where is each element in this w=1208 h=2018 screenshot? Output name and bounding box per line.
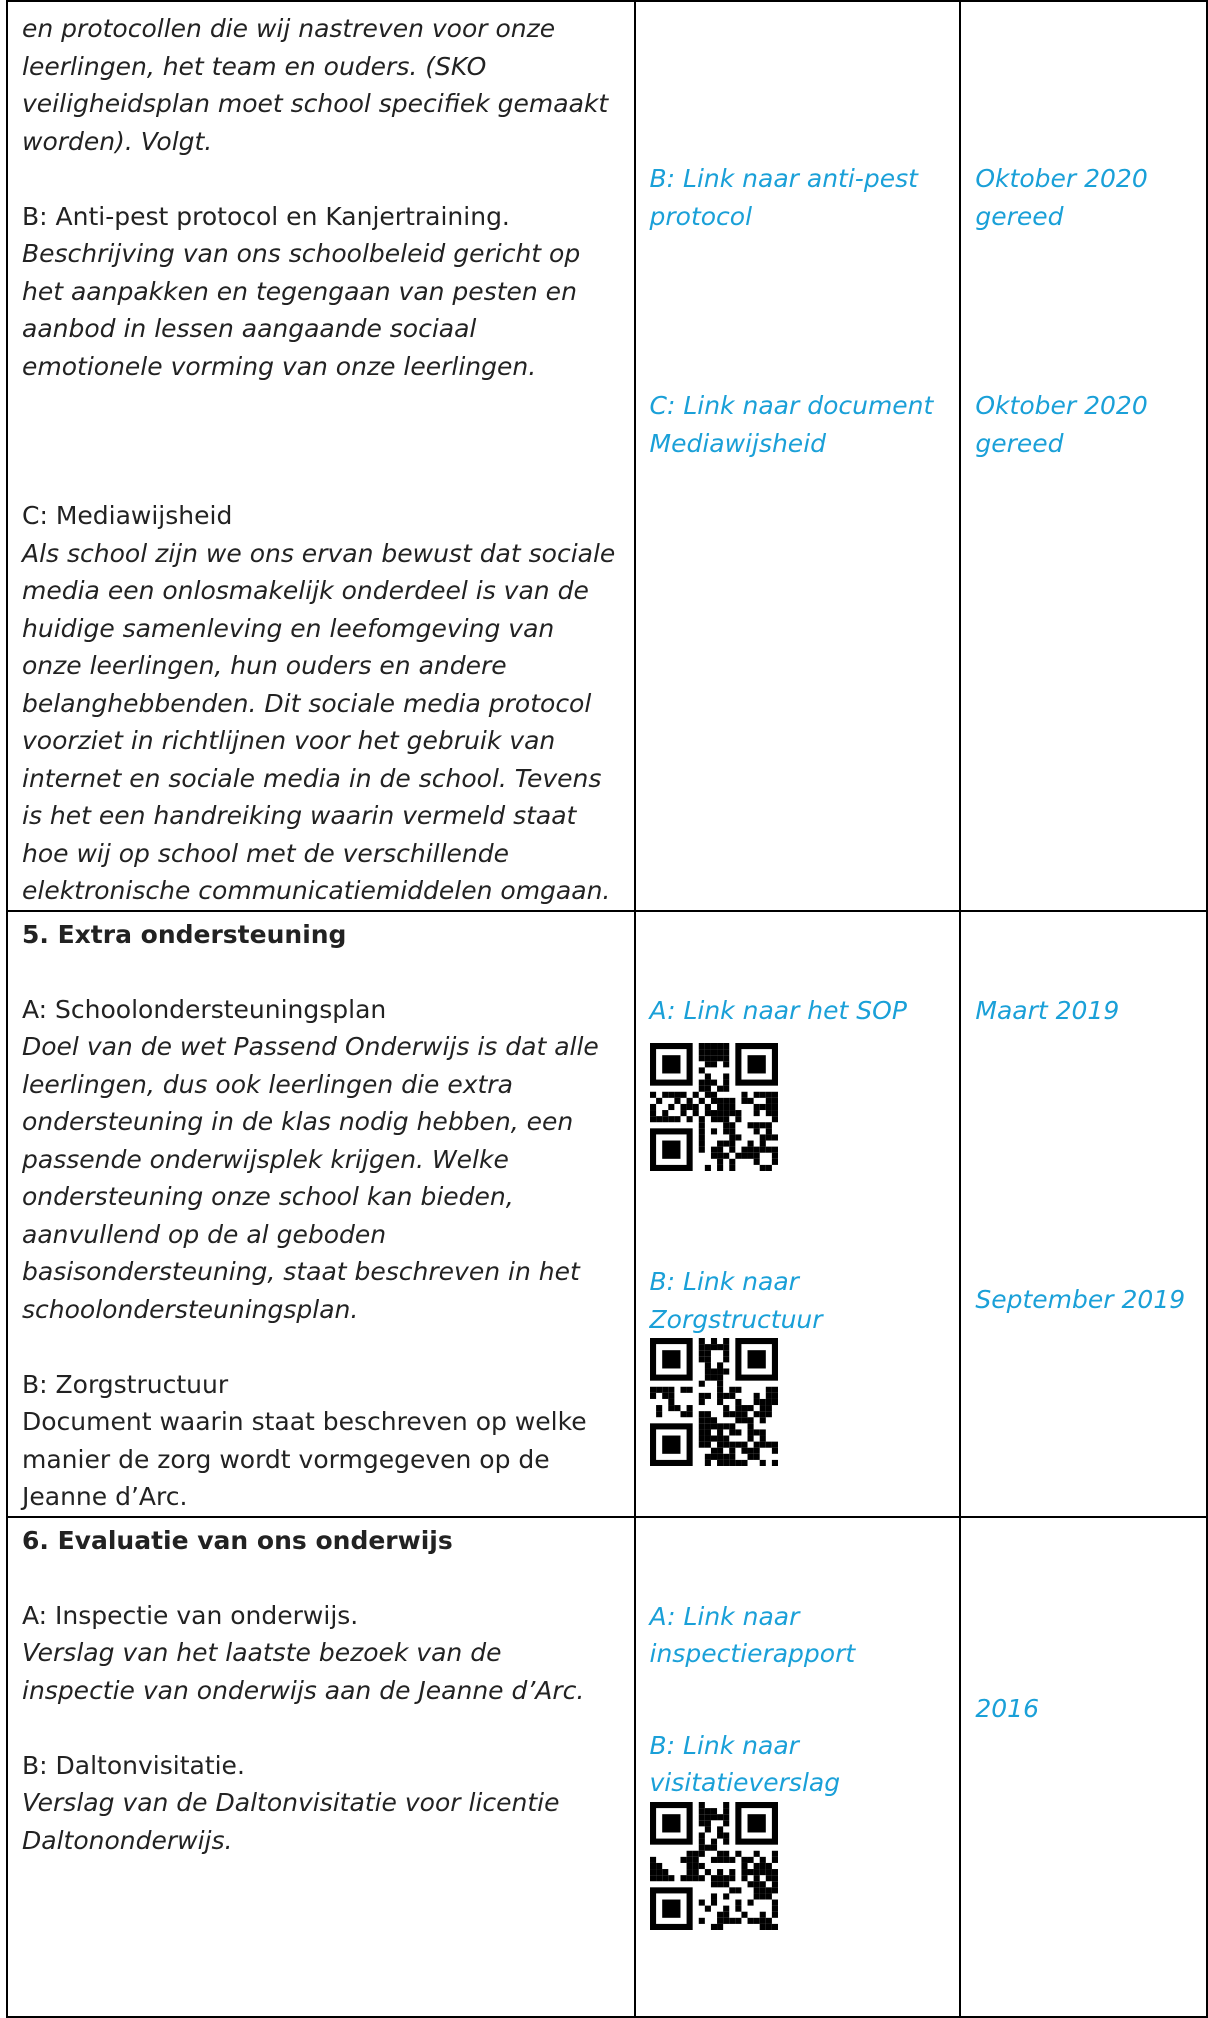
description-cell bbox=[7, 1, 635, 911]
section-4b-description: Beschrijving van ons schoolbeleid gericht op het aanpakken en tegengaan van pesten en aanbod in lessen aangaande sociaal emotionele vorming van onze leerlingen. bbox=[22, 239, 581, 381]
link-cell bbox=[635, 911, 961, 1517]
date-cell bbox=[960, 1517, 1207, 2017]
date-mediawijsheid: Oktober 2020 gereed bbox=[975, 391, 1148, 458]
link-mediawijsheid[interactable]: C: Link naar document Mediawijsheid bbox=[649, 391, 934, 458]
table-row-section-6 bbox=[7, 1517, 1207, 2017]
date-visitatie: 2016 bbox=[975, 1693, 1039, 1723]
description-cell bbox=[7, 1517, 635, 2017]
link-sop[interactable]: A: Link naar het SOP bbox=[649, 995, 907, 1025]
link-cell bbox=[635, 1, 961, 911]
section-5b-description: Document waarin staat beschreven op welke manier de zorg wordt vormgegeven op de Jeanne d’Arc. bbox=[22, 1407, 587, 1511]
link-visitatieverslag[interactable]: B: Link naar visitatieverslag bbox=[649, 1730, 841, 1797]
section-5b-title: B: Zorgstructuur bbox=[22, 1369, 229, 1399]
link-cell bbox=[635, 1517, 961, 2017]
link-anti-pest-protocol[interactable]: B: Link naar anti-pest protocol bbox=[649, 164, 918, 231]
section-5a-title: A: Schoolondersteuningsplan bbox=[22, 994, 387, 1024]
qr-code-icon[interactable] bbox=[650, 1802, 778, 1930]
table-row-section-4 bbox=[7, 1, 1207, 911]
qr-code-icon[interactable] bbox=[650, 1043, 778, 1171]
section-6-heading: 6. Evaluatie van ons onderwijs bbox=[22, 1525, 453, 1555]
date-zorgstructuur: September 2019 bbox=[975, 1285, 1186, 1314]
table-row-section-5 bbox=[7, 911, 1207, 1517]
section-5-heading: 5. Extra ondersteuning bbox=[22, 919, 347, 949]
section-6a-title: A: Inspectie van onderwijs. bbox=[22, 1600, 359, 1630]
date-cell bbox=[960, 1, 1207, 911]
section-6b-title: B: Daltonvisitatie. bbox=[22, 1750, 245, 1780]
qr-code-icon[interactable] bbox=[650, 1338, 778, 1466]
section-4-intro: en protocollen die wij nastreven voor onze leerlingen, het team en ouders. (SKO veiligheidsplan moet school specifiek gemaakt worden). Volgt. bbox=[22, 14, 609, 156]
section-4c-title: C: Mediawijsheid bbox=[22, 501, 233, 530]
section-6b-description: Verslag van de Daltonvisitatie voor licentie Daltononderwijs. bbox=[22, 1788, 560, 1855]
description-cell bbox=[7, 911, 635, 1517]
section-4c-description: Als school zijn we ons ervan bewust dat sociale media een onlosmakelijk onderdeel is van de huidige samenleving en leefomgeving van onze leerlingen, hun ouders en andere belanghebbenden. Dit sociale media protocol voorziet in richtlijnen voor het gebruik van internet en sociale media in de school. Tevens is het een handreiking waarin vermeld staat hoe wij op school met de verschillende elektronische communicatiemiddelen omgaan. bbox=[22, 538, 616, 905]
section-5a-description: Doel van de wet Passend Onderwijs is dat alle leerlingen, dus ook leerlingen die extra ondersteuning in de klas nodig hebben, een passende onderwijsplek krijgen. Welke ondersteuning onze school kan bieden, aanvullend op de al geboden basisondersteuning, staat beschreven in het schoolondersteuningsplan. bbox=[22, 1032, 599, 1324]
link-zorgstructuur[interactable]: B: Link naar Zorgstructuur bbox=[649, 1267, 823, 1334]
section-4b-title: B: Anti-pest protocol en Kanjertraining. bbox=[22, 201, 510, 231]
date-cell bbox=[960, 911, 1207, 1517]
date-sop: Maart 2019 bbox=[975, 995, 1120, 1025]
section-6a-description: Verslag van het laatste bezoek van de inspectie van onderwijs aan de Jeanne d’Arc. bbox=[22, 1638, 585, 1705]
date-anti-pest: Oktober 2020 gereed bbox=[975, 164, 1148, 231]
school-plan-table bbox=[6, 0, 1208, 2018]
link-inspectierapport[interactable]: A: Link naar inspectierapport bbox=[649, 1601, 856, 1668]
